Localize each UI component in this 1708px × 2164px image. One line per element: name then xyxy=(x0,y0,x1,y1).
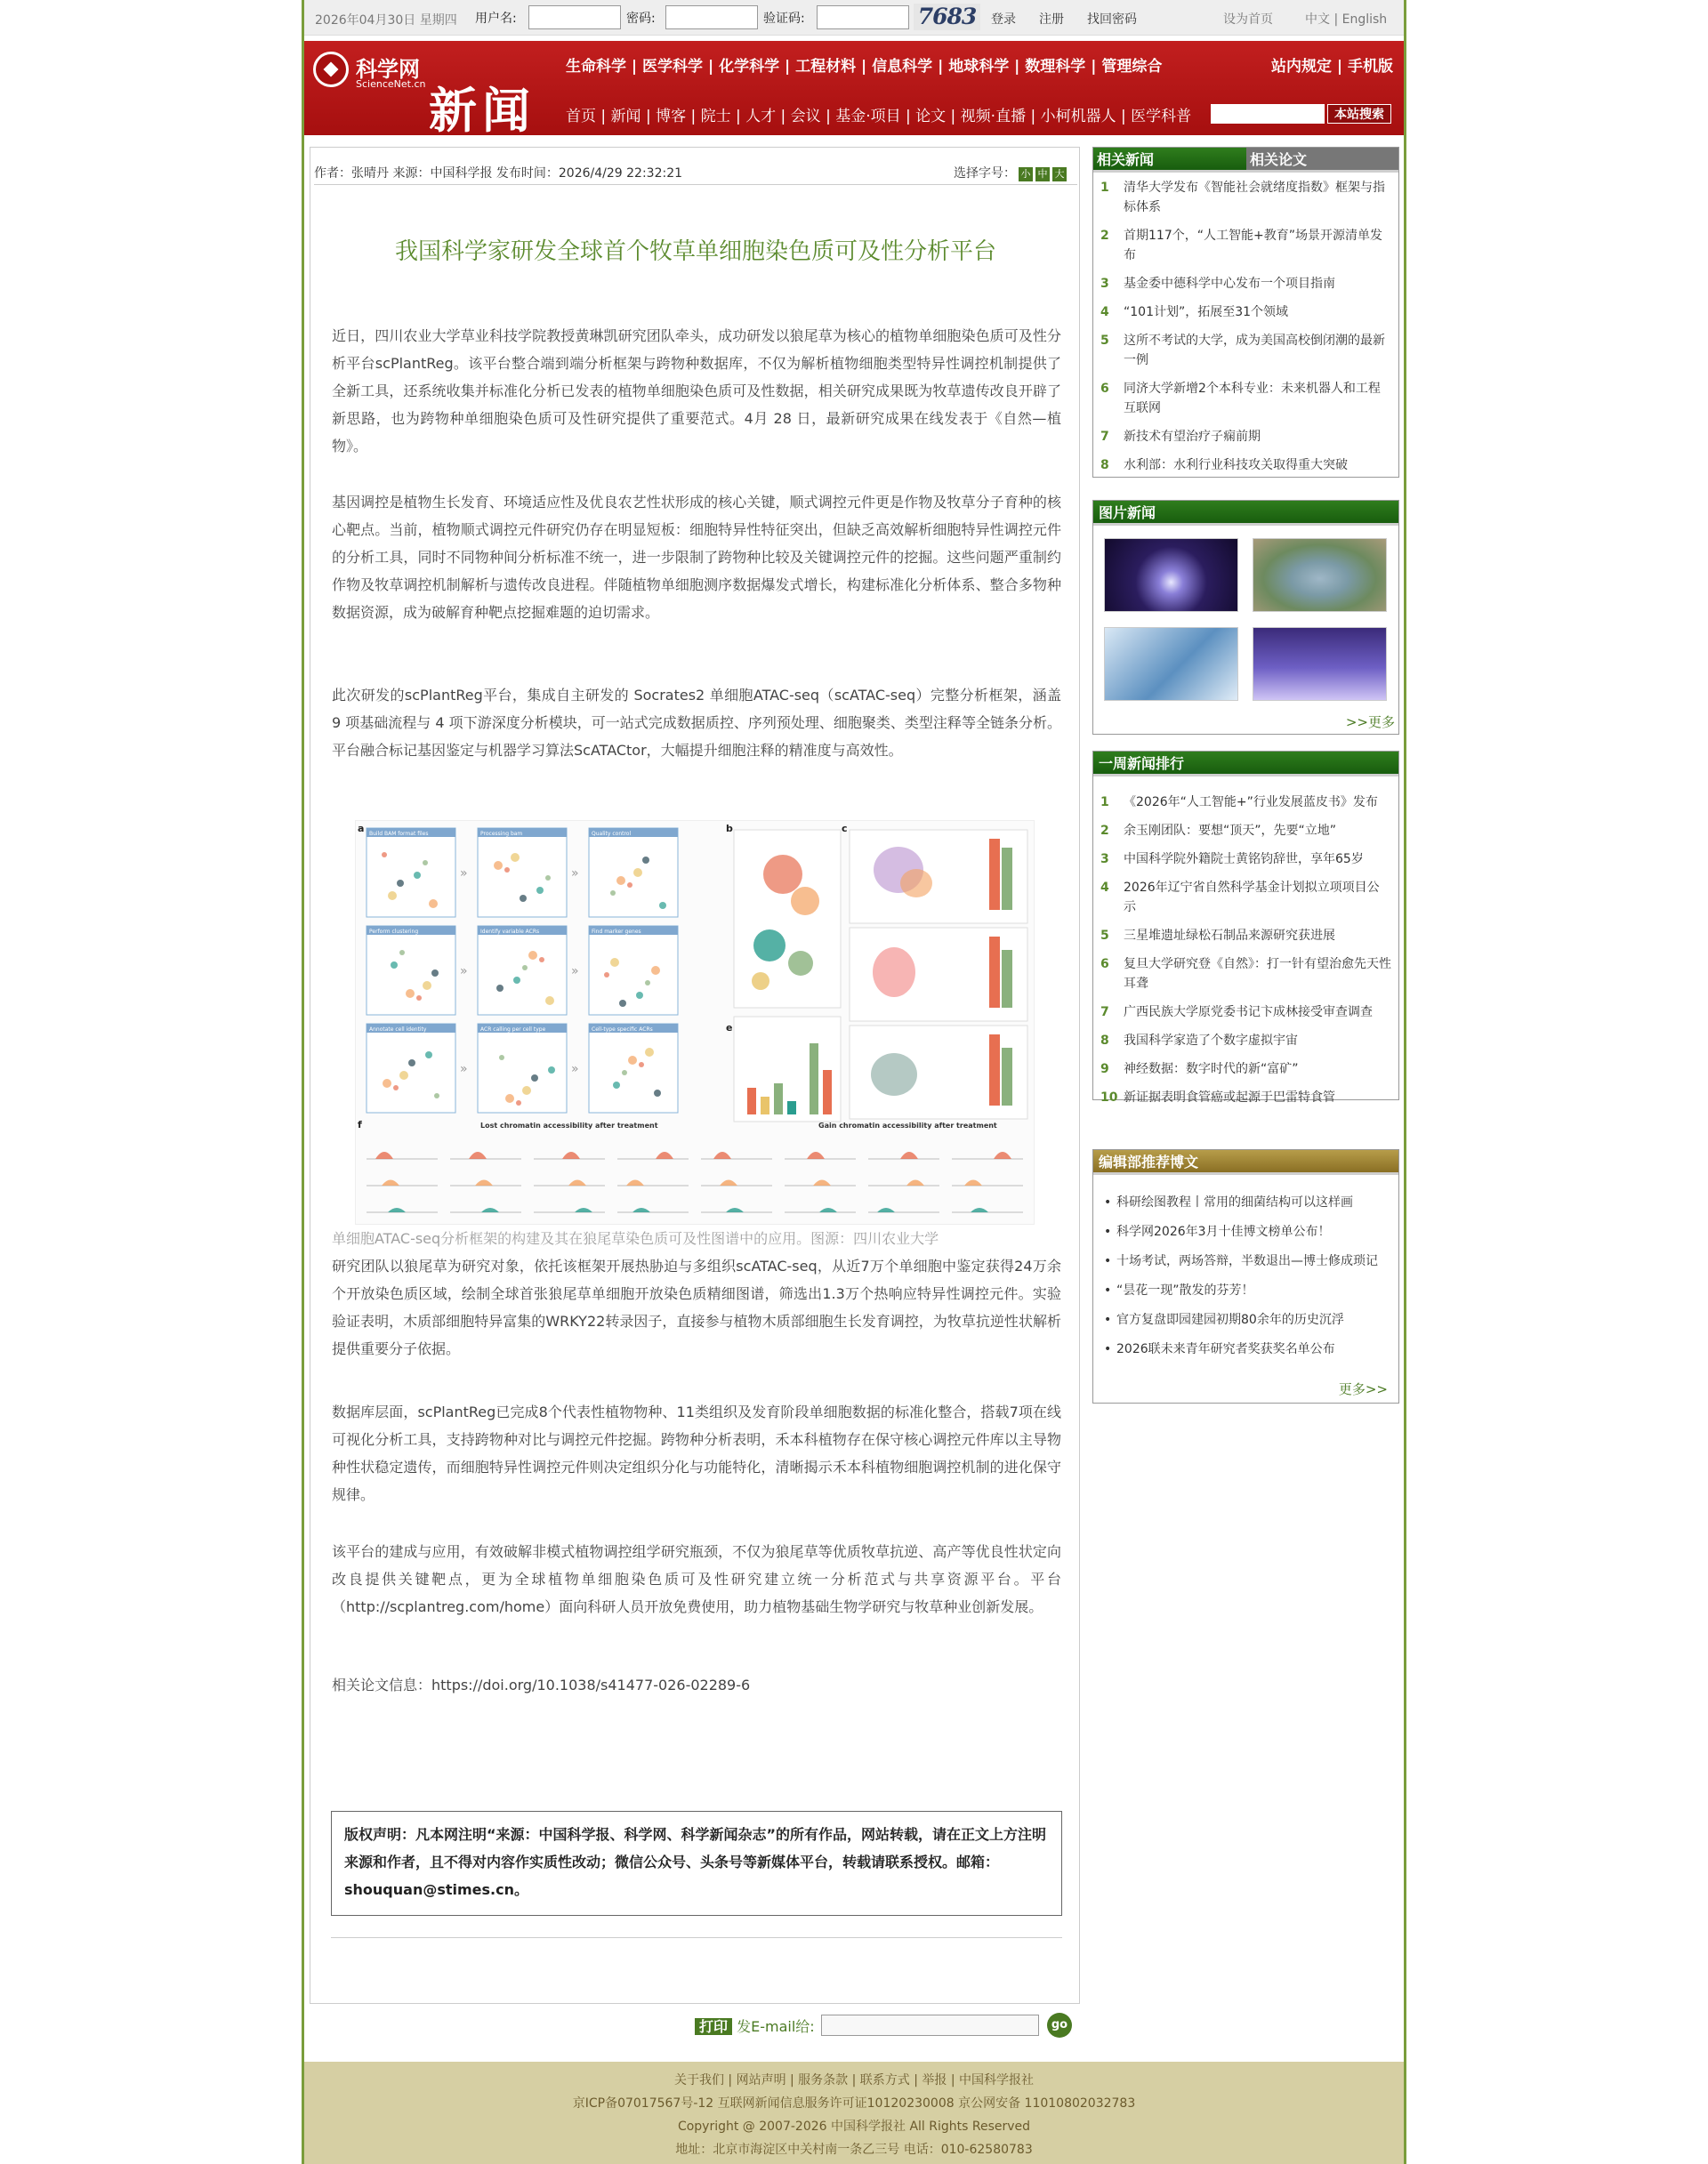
editor-pick-item-text[interactable]: 官方复盘即园建园初期80余年的历史沉浮 xyxy=(1116,1313,1344,1327)
photo-news-more-link[interactable]: >>更多 xyxy=(1345,714,1395,730)
username-label: 用户名: xyxy=(475,12,517,26)
pipeline-step-glyph xyxy=(636,992,643,999)
panel-c-label: c xyxy=(842,823,848,834)
related-news-item[interactable] xyxy=(1100,455,1391,475)
rank-number: 4 xyxy=(1100,305,1109,319)
register-link[interactable]: 注册 xyxy=(1039,12,1064,27)
pipeline-step-glyph xyxy=(397,880,404,887)
footer-license: 京ICP备07017567号-12 互联网新闻信息服务许可证10120230008 京公网安备 11010802032783 xyxy=(572,2096,1136,2111)
panel-f-label: f xyxy=(358,1119,362,1130)
panel-a-label: a xyxy=(358,823,365,834)
weekly-news-item[interactable] xyxy=(1100,1059,1391,1079)
pipeline-step-box xyxy=(367,1024,455,1113)
pipeline-step-glyph xyxy=(416,995,422,1001)
bar-plot-e xyxy=(734,1017,841,1122)
arrow-icon: » xyxy=(571,1062,579,1076)
umap-plots-c xyxy=(850,830,1027,1119)
weekly-news-item[interactable] xyxy=(1100,821,1391,841)
editor-pick-item[interactable] xyxy=(1100,1339,1391,1359)
pipeline-step-glyph xyxy=(425,1051,432,1058)
email-label: 发E-mail给: xyxy=(737,2018,815,2035)
pipeline-step-glyph xyxy=(429,899,438,908)
editor-pick-item[interactable] xyxy=(1100,1281,1391,1300)
pipeline-step-label: Find marker genes xyxy=(592,929,641,935)
weekly-news-item-text[interactable]: 我国科学家造了个数字虚拟宇宙 xyxy=(1124,1034,1298,1048)
pipeline-step-glyph xyxy=(388,891,397,900)
editor-picks-more-link[interactable]: 更多>> xyxy=(1338,1381,1388,1397)
pipeline-step-glyph xyxy=(431,969,439,977)
footer-links[interactable]: 关于我们 | 网站声明 | 服务条款 | 联系方式 | 举报 | 中国科学报社 xyxy=(673,2073,1035,2088)
pipeline-step-glyph xyxy=(520,895,527,902)
site-search-button[interactable]: 本站搜索 xyxy=(1327,104,1391,124)
pipeline-step-glyph xyxy=(531,1074,538,1082)
pipeline-step-glyph xyxy=(610,958,619,967)
current-date: 2026年04月30日 星期四 xyxy=(315,13,457,28)
photo-news-box xyxy=(1092,500,1399,735)
editor-pick-item-text[interactable]: “昙花一现”散发的芬芳！ xyxy=(1116,1283,1254,1298)
weekly-news-item[interactable] xyxy=(1100,792,1391,812)
rank-number: 5 xyxy=(1100,334,1109,348)
weekly-ranking-box xyxy=(1092,751,1399,1105)
tab-related-news[interactable]: 相关新闻 xyxy=(1093,148,1246,170)
login-link[interactable]: 登录 xyxy=(991,12,1016,27)
pipeline-step-glyph xyxy=(423,981,431,990)
article-byline: 作者：张晴丹 来源：中国科学报 发布时间：2026/4/29 22:32:21 xyxy=(314,166,683,181)
editor-pick-item[interactable] xyxy=(1100,1251,1391,1271)
pipeline-step-box xyxy=(367,828,455,917)
article-paragraph-1: 近日，四川农业大学草业科技学院教授黄琳凯研究团队牵头，成功研发以狼尾草为核心的植物单细胞染色质可及性分析平台scPlantReg。该平台整合端到端分析框架与跨物种数据库，不仅为解析植物细胞类型特异性调控机制提供了全新工具，还系统收集并标准化分析已发表的植物单细胞染色质可及性数据，相关研究成果既为牧草遗传改良开辟了新思路，也为跨物种单细胞染色质可及性研究提供了重要范式。4月 28 日，最新研究成果在线发表于《自然—植物》。 xyxy=(332,327,1061,455)
article-paragraph-3: 此次研发的scPlantReg平台，集成自主研发的 Socrates2 单细胞ATAC-seq（scATAC-seq）完整分析框架，涵盖 9 项基础流程与 4 项下游深度分析模块，可一站式完成数据质控、序列预处理、细胞聚类、类型注释等全链条分析。平台融合标记基因鉴定与机器学习算法ScATACtor，大幅提升细胞注释的精准度与高效性。 xyxy=(332,687,1061,759)
paper-reference[interactable]: 相关论文信息：https://doi.org/10.1038/s41477-026-02289-6 xyxy=(332,1677,751,1693)
pipeline-step-glyph xyxy=(511,853,520,862)
related-news-item[interactable] xyxy=(1100,274,1391,294)
site-footer xyxy=(304,2062,1404,2164)
editor-picks-title: 编辑部推荐博文 xyxy=(1093,1150,1398,1175)
captcha-label: 验证码: xyxy=(763,12,805,26)
pipeline-step-glyph xyxy=(604,972,609,977)
pipeline-step-glyph xyxy=(616,876,625,885)
pipeline-step-glyph xyxy=(399,1071,408,1080)
related-news-item[interactable] xyxy=(1100,302,1391,322)
pipeline-step-glyph xyxy=(639,1062,644,1067)
weekly-news-item-text[interactable]: 神经数据：数字时代的新“富矿” xyxy=(1124,1062,1299,1076)
pipeline-step-box xyxy=(367,926,455,1015)
logo-domain: ScienceNet.cn xyxy=(356,78,426,90)
pipeline-step-glyph xyxy=(633,868,642,877)
pipeline-step-glyph xyxy=(651,966,660,975)
arrow-icon: » xyxy=(460,1062,468,1076)
captcha-input[interactable] xyxy=(817,5,909,29)
copyright-notice: 版权声明：凡本网注明“来源：中国科学报、科学网、科学新闻杂志”的所有作品，网站转载，请在正文上方注明来源和作者，且不得对内容作实质性改动；微信公众号、头条号等新媒体平台，转载请联系授权。邮箱：shouquan@stimes.cn。 xyxy=(331,1811,1062,1916)
username-input[interactable] xyxy=(528,5,621,29)
print-email-row xyxy=(695,2015,815,2036)
pipeline-step-glyph xyxy=(504,867,510,873)
pipeline-step-label: Quality control xyxy=(592,831,632,837)
password-label: 密码: xyxy=(626,12,656,26)
article-panel xyxy=(310,147,1080,2004)
pipeline-step-glyph xyxy=(545,875,551,881)
tab-related-papers[interactable]: 相关论文 xyxy=(1246,148,1398,170)
pipeline-step-box xyxy=(589,1024,678,1113)
font-size-selector xyxy=(954,164,1067,181)
weekly-news-item[interactable] xyxy=(1100,926,1391,945)
password-input[interactable] xyxy=(665,5,758,29)
pipeline-step-glyph xyxy=(548,1066,555,1074)
pipeline-step-glyph xyxy=(536,887,544,894)
email-go-button[interactable]: go xyxy=(1047,2013,1072,2038)
rank-number: 3 xyxy=(1100,277,1109,291)
editor-picks-box xyxy=(1092,1149,1399,1404)
related-news-item[interactable] xyxy=(1100,379,1391,418)
related-news-item-text[interactable]: 同济大学新增2个本科专业：未来机器人和工程互联网 xyxy=(1124,382,1381,415)
footer-copyright: Copyright @ 2007-2026 中国科学报社 All Rights Reserved xyxy=(677,2120,1031,2134)
figure-graphic xyxy=(356,821,1034,1224)
rank-number: 8 xyxy=(1100,1034,1109,1048)
pipeline-step-glyph xyxy=(496,985,504,992)
related-news-item-text[interactable]: 基金委中德科学中心发布一个项目指南 xyxy=(1124,277,1335,291)
rank-number: 6 xyxy=(1100,957,1109,971)
editor-pick-item-text[interactable]: 科研绘图教程丨常用的细菌结构可以这样画 xyxy=(1116,1195,1353,1210)
related-news-item-text[interactable]: 首期117个，“人工智能+教育”场景开源清单发布 xyxy=(1124,229,1382,262)
pipeline-step-glyph xyxy=(406,989,415,998)
rank-number: 9 xyxy=(1100,1062,1109,1076)
pipeline-step-glyph xyxy=(393,1085,399,1090)
pipeline-step-glyph xyxy=(654,1090,661,1097)
pipeline-step-glyph xyxy=(513,977,520,984)
editor-pick-item-text[interactable]: 科学网2026年3月十佳博文榜单公布！ xyxy=(1116,1225,1331,1239)
pipeline-step-label: Processing bam xyxy=(480,831,523,837)
footer-address: 地址：北京市海淀区中关村南一条乙三号 电话：010-62580783 xyxy=(675,2143,1033,2157)
rank-number: 10 xyxy=(1100,1090,1118,1105)
weekly-news-item-text[interactable]: 《2026年“人工智能+”行业发展蓝皮书》发布 xyxy=(1124,795,1378,809)
rank-number: 2 xyxy=(1100,229,1109,243)
pipeline-step-glyph xyxy=(539,957,544,962)
pipeline-step-glyph xyxy=(391,961,398,969)
related-news-item-text[interactable]: 清华大学发布《智能社会就绪度指数》框架与指标体系 xyxy=(1124,181,1385,214)
rank-number: 1 xyxy=(1100,181,1109,195)
pipeline-step-glyph xyxy=(622,1070,627,1075)
rules-mobile-nav[interactable]: 站内规定 | 手机版 xyxy=(1270,58,1393,76)
top-bar xyxy=(304,0,1404,36)
weekly-news-item[interactable] xyxy=(1100,1031,1391,1050)
arrow-icon: » xyxy=(571,964,579,978)
pipeline-step-label: Annotate cell identity xyxy=(369,1026,427,1033)
rank-number: 5 xyxy=(1100,929,1109,943)
weekly-news-item[interactable] xyxy=(1100,1088,1391,1107)
pipeline-step-box xyxy=(589,926,678,1015)
arrow-icon: » xyxy=(460,964,468,978)
pipeline-step-glyph xyxy=(408,1059,415,1066)
weekly-news-item[interactable] xyxy=(1100,849,1391,869)
photo-thumbnail-4[interactable] xyxy=(1253,627,1387,701)
related-news-item-text[interactable]: 水利部：水利行业科技攻关取得重大突破 xyxy=(1124,458,1348,472)
editor-pick-item-text[interactable]: 十场考试，两场答辩，半数退出—博士修成琐记 xyxy=(1116,1254,1378,1268)
pipeline-step-glyph xyxy=(627,882,632,888)
pipeline-step-glyph xyxy=(645,980,650,985)
pipeline-step-glyph xyxy=(613,1082,620,1089)
umap-plot-b xyxy=(734,830,841,1008)
email-input[interactable] xyxy=(821,2015,1039,2036)
weekly-news-item-text[interactable]: 复旦大学研究登《自然》：打一针有望治愈先天性耳聋 xyxy=(1124,957,1391,991)
pipeline-step-glyph xyxy=(434,1093,439,1098)
weekly-news-item-text[interactable]: 广西民族大学原党委书记卞成林接受审查调查 xyxy=(1124,1005,1373,1019)
section-title: 新闻 xyxy=(429,82,536,139)
subject-nav[interactable]: 生命科学 | 医学科学 | 化学科学 | 工程材料 | 信息科学 | 地球科学 | 数理科学 | 管理综合 xyxy=(566,58,1163,76)
font-size-label: 选择字号： xyxy=(954,166,1016,181)
rank-number: 7 xyxy=(1100,1005,1109,1019)
rank-number: 6 xyxy=(1100,382,1109,396)
gain-accessibility-title: Gain chromatin accessibility after treatment xyxy=(818,1122,997,1130)
weekly-news-item-text[interactable]: 余玉刚团队：要想“顶天”，先要“立地” xyxy=(1124,824,1337,838)
pipeline-step-glyph xyxy=(382,852,387,857)
set-homepage-link[interactable]: 设为首页 xyxy=(1223,12,1273,27)
pipeline-step-glyph xyxy=(494,861,503,870)
editor-pick-item[interactable] xyxy=(1100,1310,1391,1330)
weekly-news-item[interactable] xyxy=(1100,878,1391,917)
lost-accessibility-title: Lost chromatin accessibility after treatment xyxy=(480,1122,658,1130)
panel-e-label: e xyxy=(726,1022,733,1034)
related-news-item[interactable] xyxy=(1100,226,1391,265)
editor-pick-item-text[interactable]: 2026联未来青年研究者奖获奖名单公布 xyxy=(1116,1342,1335,1356)
article-paragraph-5: 数据库层面，scPlantReg已完成8个代表性植物物种、11类组织及发育阶段单细胞数据的标准化整合，搭载7项在线可视化分析工具，支持跨物种对比与调控元件挖掘。跨物种分析表明，禾本科植物存在保守核心调控元件库以主导物种性状稳定遗传，而细胞特异性调控元件则决定组织分化与功能特化，清晰揭示禾本科植物细胞调控机制的进化保守规律。 xyxy=(332,1404,1061,1503)
font-small-button[interactable]: 小 xyxy=(1019,167,1033,181)
pipeline-step-glyph xyxy=(522,1086,531,1095)
arrow-icon: » xyxy=(571,866,579,881)
article-paragraph-4: 研究团队以狼尾草为研究对象，依托该框架开展热胁迫与多组织scATAC-seq，从近7万个单细胞中鉴定获得24万余个开放染色质区域，绘制全球首张狼尾草单细胞开放染色质精细图谱，筛选出1.3万个热响应特异性调控元件。实验验证表明，木质部细胞特异富集的WRKY22转录因子，直接参与植物木质部细胞生长发育调控，为牧草抗逆性状解析提供重要分子依据。 xyxy=(332,1258,1061,1357)
article-figure xyxy=(355,820,1035,1225)
pipeline-step-label: Build BAM format files xyxy=(369,831,429,837)
pipeline-step-label: Identify variable ACRs xyxy=(480,929,540,935)
site-search-input[interactable] xyxy=(1211,104,1325,124)
pipeline-step-glyph xyxy=(645,1048,654,1057)
related-news-item[interactable] xyxy=(1100,427,1391,446)
pipeline-step-glyph xyxy=(545,996,554,1005)
pipeline-step-glyph xyxy=(399,950,405,955)
rank-number: 7 xyxy=(1100,430,1109,444)
weekly-news-item[interactable] xyxy=(1100,1002,1391,1022)
photo-news-title: 图片新闻 xyxy=(1093,501,1398,526)
font-large-button[interactable]: 大 xyxy=(1052,167,1067,181)
pipeline-step-label: ACR calling per cell type xyxy=(480,1026,546,1033)
weekly-news-item-text[interactable]: 2026年辽宁省自然科学基金计划拟立项项目公示 xyxy=(1124,881,1380,914)
pipeline-step-glyph xyxy=(414,872,421,879)
rank-number: 1 xyxy=(1100,795,1109,809)
weekly-news-item-text[interactable]: 新证据表明食管癌或起源于巴雷特食管 xyxy=(1124,1090,1335,1105)
pipeline-step-label: Cell-type specific ACRs xyxy=(592,1026,653,1033)
pipeline-step-glyph xyxy=(505,1094,514,1103)
weekly-news-item-text[interactable]: 中国科学院外籍院士黄铭钧辞世，享年65岁 xyxy=(1124,852,1364,866)
site-header xyxy=(304,41,1404,139)
weekly-news-item[interactable] xyxy=(1100,954,1391,994)
editor-pick-item[interactable] xyxy=(1100,1222,1391,1242)
rank-number: 3 xyxy=(1100,852,1109,866)
article-divider xyxy=(331,1937,1062,1938)
article-title: 我国科学家研发全球首个牧草单细胞染色质可及性分析平台 xyxy=(394,238,996,265)
article-paragraph-2: 基因调控是植物生长发育、环境适应性及优良农艺性状形成的核心关键，顺式调控元件更是作物及牧草分子育种的核心靶点。当前，植物顺式调控元件研究仍存在明显短板：细胞特异性特征突出，但缺乏高效解析细胞特异性调控元件的分析工具，同时不同物种间分析标准不统一，进一步限制了跨物种比较及关键调控元件的挖掘。这些问题严重制约作物及牧草调控机制解析与遗传改良进程。伴随植物单细胞测序数据爆发式增长，构建标准化分析体系、整合多物种数据资源，成为破解育种靶点挖掘难题的迫切需求。 xyxy=(332,494,1061,621)
photo-thumbnail-3[interactable] xyxy=(1104,627,1238,701)
editor-pick-item[interactable] xyxy=(1100,1193,1391,1212)
related-news-item-text[interactable]: “101计划”，拓展至31个领域 xyxy=(1124,305,1289,319)
logo-emblem-icon xyxy=(313,52,349,87)
weekly-news-item-text[interactable]: 三星堆遗址绿松石制品来源研究获进展 xyxy=(1124,929,1335,943)
language-switch[interactable]: 中文 | English xyxy=(1305,12,1388,27)
captcha-image[interactable]: 7683 xyxy=(914,4,980,30)
rank-number: 2 xyxy=(1100,824,1109,838)
pipeline-step-glyph xyxy=(642,857,649,864)
pipeline-step-glyph xyxy=(528,951,537,960)
photo-thumbnail-2[interactable] xyxy=(1253,538,1387,612)
rank-number: 8 xyxy=(1100,458,1109,472)
pipeline-step-box xyxy=(478,828,567,917)
pipeline-step-glyph xyxy=(628,1056,637,1065)
forgot-password-link[interactable]: 找回密码 xyxy=(1087,12,1137,27)
logo-text: 科学网 xyxy=(356,57,420,82)
pipeline-step-glyph xyxy=(383,1079,391,1088)
figure-caption: 单细胞ATAC-seq分析框架的构建及其在狼尾草染色质可及性图谱中的应用。图源：四川农业大学 xyxy=(332,1230,939,1247)
pipeline-step-glyph xyxy=(499,1055,504,1060)
main-nav[interactable]: 首页 | 新闻 | 博客 | 院士 | 人才 | 会议 | 基金·项目 | 论文 | 视频·直播 | 小柯机器人 | 医学科普 xyxy=(566,108,1192,125)
related-news-box xyxy=(1092,147,1399,478)
related-news-item-text[interactable]: 新技术有望治疗子痫前期 xyxy=(1124,430,1261,444)
pipeline-step-glyph xyxy=(423,860,428,865)
pipeline-step-glyph xyxy=(619,1000,626,1007)
article-paragraph-6: 该平台的建成与应用，有效破解非模式植物调控组学研究瓶颈，不仅为狼尾草等优质牧草抗逆、高产等优良性状定向改良提供关键靶点，更为全球植物单细胞染色质可及性研究建立统一分析范式与共享资源平台。平台（http://scplantreg.com/home）面向科研人员开放免费使用，助力植物基础生物学研究与牧草种业创新发展。 xyxy=(332,1543,1061,1615)
panel-b-label: b xyxy=(726,823,733,834)
rank-number: 4 xyxy=(1100,881,1109,895)
photo-thumbnail-1[interactable] xyxy=(1104,538,1238,612)
pipeline-step-glyph xyxy=(516,1100,521,1106)
related-news-item-text[interactable]: 这所不考试的大学，成为美国高校倒闭潮的最新一例 xyxy=(1124,334,1385,367)
site-logo[interactable] xyxy=(310,46,425,98)
pipeline-step-glyph xyxy=(659,902,666,909)
arrow-icon: » xyxy=(460,866,468,881)
font-medium-button[interactable]: 中 xyxy=(1035,167,1050,181)
pipeline-step-label: Perform clustering xyxy=(369,929,419,935)
related-news-item[interactable] xyxy=(1100,178,1391,217)
weekly-ranking-title: 一周新闻排行 xyxy=(1093,752,1398,776)
related-news-item[interactable] xyxy=(1100,331,1391,370)
pipeline-step-glyph xyxy=(522,965,528,970)
pipeline-step-glyph xyxy=(610,890,616,896)
print-button[interactable]: 打印 xyxy=(695,2018,732,2035)
article-meta xyxy=(314,160,1077,185)
